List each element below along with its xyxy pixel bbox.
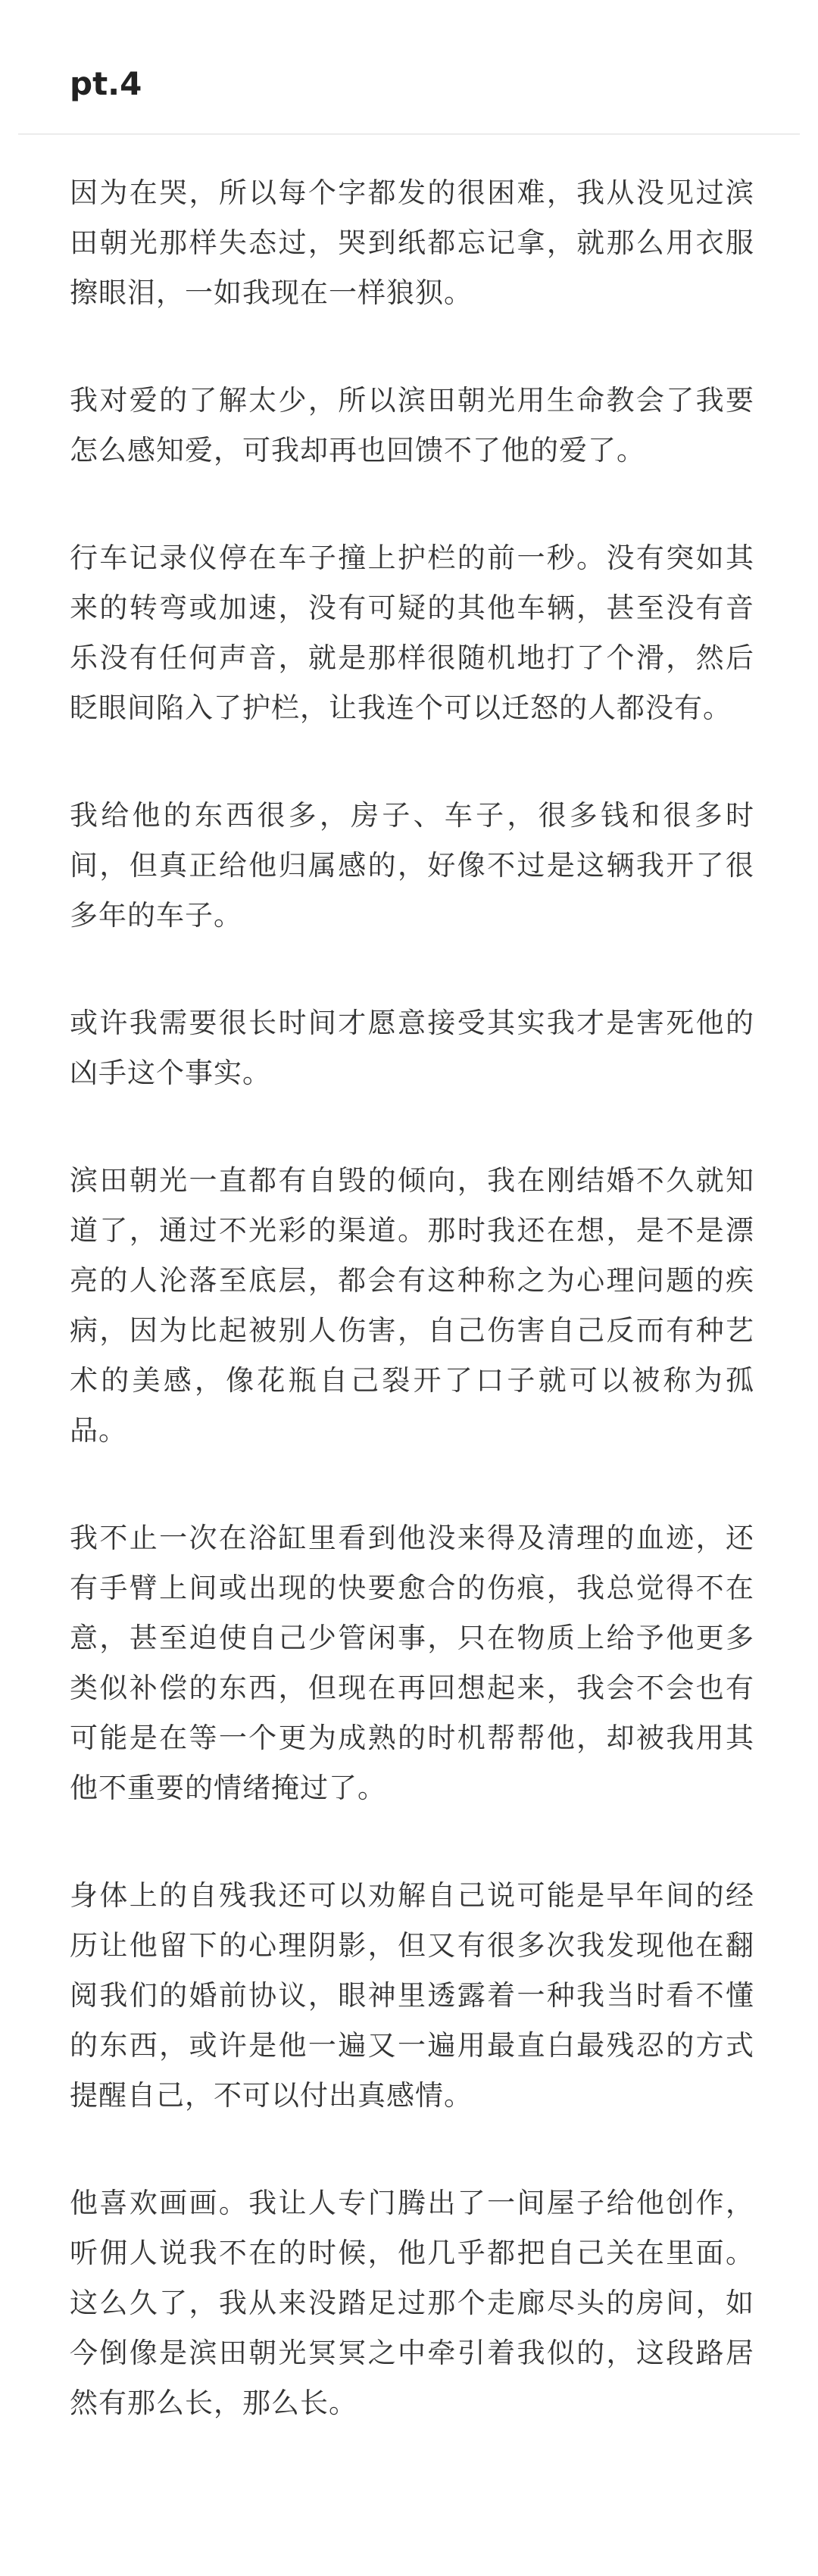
page-title: pt.4 <box>70 65 142 102</box>
paragraph: 行车记录仪停在车子撞上护栏的前一秒。没有突如其来的转弯或加速，没有可疑的其他车辆，甚至没有音乐没有任何声音，就是那样很随机地打了个滑，然后眨眼间陷入了护栏，让我连个可以迁怒的人都没有。 <box>70 542 754 724</box>
paragraph: 我给他的东西很多，房子、车子，很多钱和很多时间，但真正给他归属感的，好像不过是这辆我开了很多年的车子。 <box>70 799 754 932</box>
paragraph: 我对爱的了解太少，所以滨田朝光用生命教会了我要怎么感知爱，可我却再也回馈不了他的爱了。 <box>70 384 754 467</box>
paragraph: 我不止一次在浴缸里看到他没来得及清理的血迹，还有手臂上间或出现的快要愈合的伤痕，我总觉得不在意，甚至迫使自己少管闲事，只在物质上给予他更多类似补偿的东西，但现在再回想起来，我会不会也有可能是在等一个更为成熟的时机帮帮他，却被我用其他不重要的情绪掩过了。 <box>70 1522 754 1804</box>
page-header <box>0 0 818 135</box>
paragraph: 他喜欢画画。我让人专门腾出了一间屋子给他创作，听佣人说我不在的时候，他几乎都把自己关在里面。这么久了，我从来没踏足过那个走廊尽头的房间，如今倒像是滨田朝光冥冥之中牵引着我似的，这段路居然有那么长，那么长。 <box>70 2187 754 2419</box>
paragraph: 身体上的自残我还可以劝解自己说可能是早年间的经历让他留下的心理阴影，但又有很多次我发现他在翻阅我们的婚前协议，眼神里透露着一种我当时看不懂的东西，或许是他一遍又一遍用最直白最残忍的方式提醒自己，不可以付出真感情。 <box>70 1879 754 2112</box>
header-divider <box>18 133 800 135</box>
paragraph: 滨田朝光一直都有自毁的倾向，我在刚结婚不久就知道了，通过不光彩的渠道。那时我还在想，是不是漂亮的人沦落至底层，都会有这种称之为心理问题的疾病，因为比起被别人伤害，自己伤害自己反而有种艺术的美感，像花瓶自己裂开了口子就可以被称为孤品。 <box>70 1164 754 1447</box>
paragraph: 或许我需要很长时间才愿意接受其实我才是害死他的凶手这个事实。 <box>70 1007 754 1089</box>
article-body <box>70 168 754 2428</box>
paragraph: 因为在哭，所以每个字都发的很困难，我从没见过滨田朝光那样失态过，哭到纸都忘记拿，就那么用衣服擦眼泪，一如我现在一样狼狈。 <box>70 176 754 309</box>
